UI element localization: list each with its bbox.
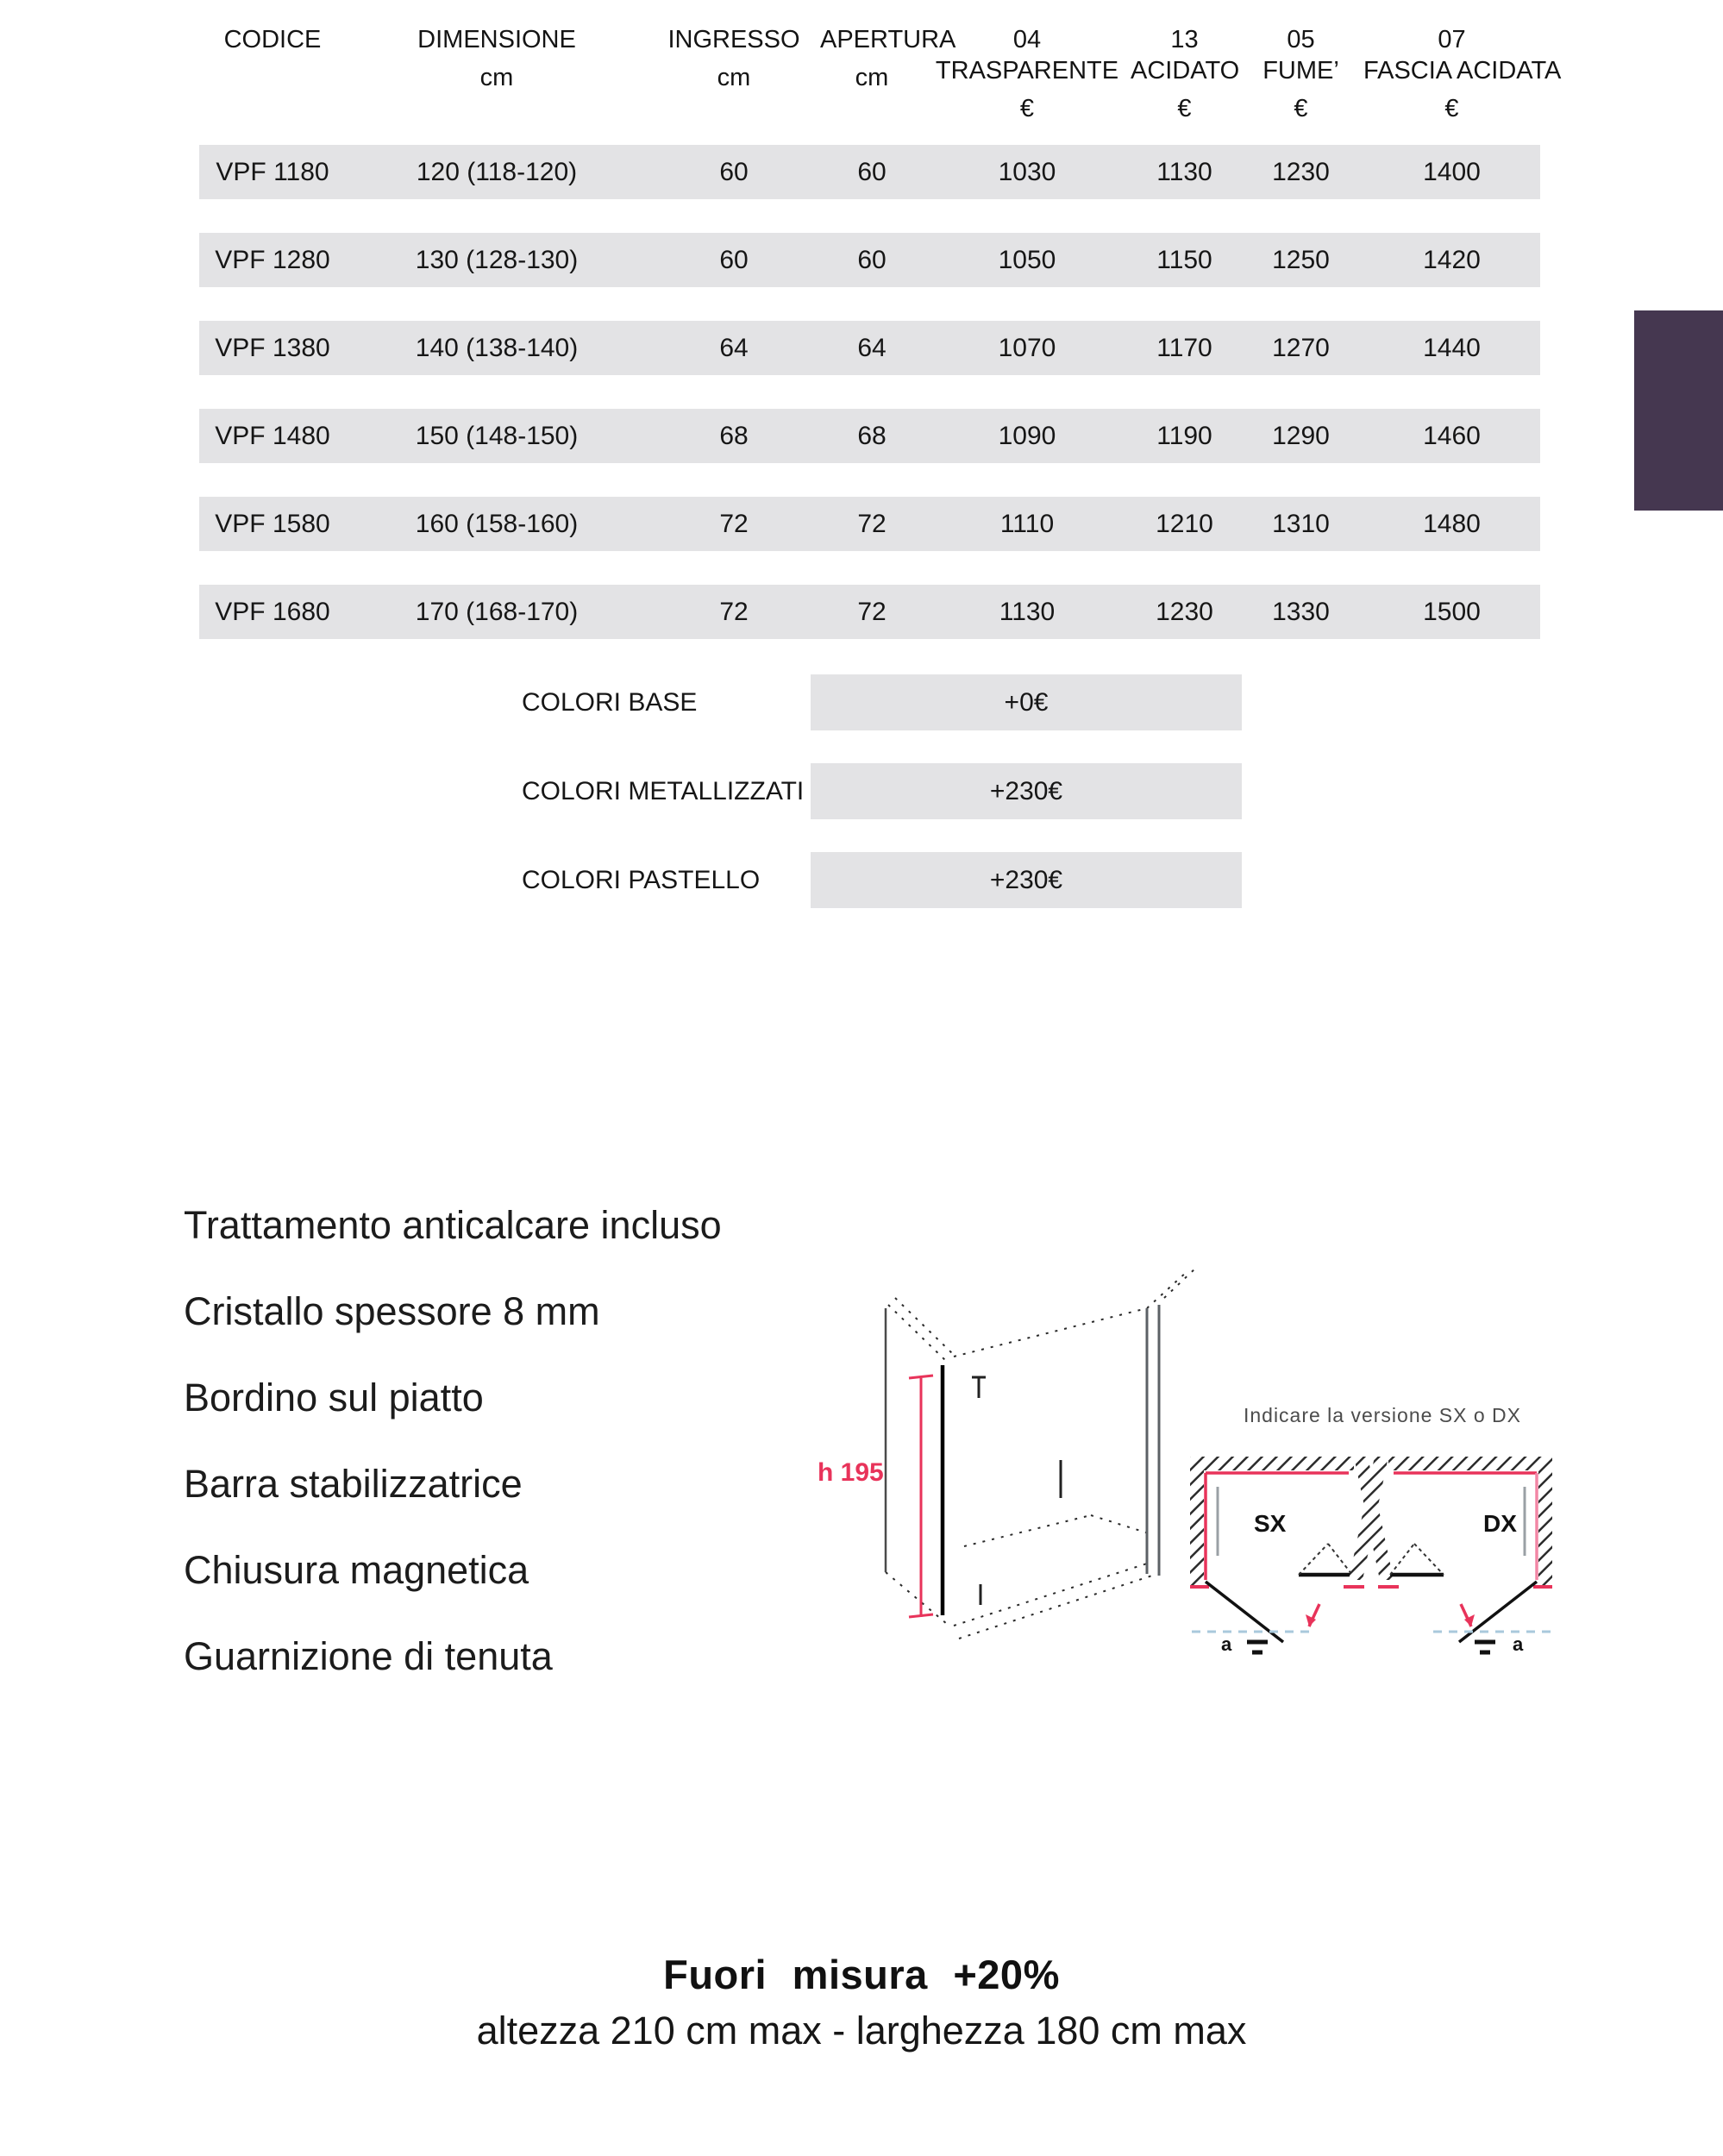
cell-fascia: 1420 [1423,245,1481,274]
door-letter: a [1513,1633,1524,1655]
cell-fascia: 1460 [1423,421,1481,450]
column-name: INGRESSO [667,26,800,53]
height-dimension-label: h 195 [818,1458,884,1487]
cell-trasparente: 1030 [998,157,1056,186]
cell-codice: VPF 1480 [215,421,330,450]
color-option-price: +230€ [811,763,1242,819]
column-header-apertura [820,24,956,145]
table-row [199,409,1540,463]
column-name: FASCIA ACIDATA [1363,57,1562,85]
cell-trasparente: 1070 [998,333,1056,362]
table-row [199,233,1540,287]
feature-item: Cristallo spessore 8 mm [184,1289,600,1333]
column-header-fascia-acidata [1363,24,1562,145]
color-option-label: COLORI PASTELLO [522,866,761,894]
height-dimension-line [909,1376,933,1617]
column-header-codice [199,24,346,145]
column-name: DIMENSIONE [417,26,576,53]
cell-fascia: 1440 [1423,333,1481,362]
cell-acidato: 1170 [1156,333,1212,362]
column-name: APERTURA [820,26,956,53]
cell-apertura: 60 [857,157,887,186]
color-option-row [0,674,1723,730]
cell-codice: VPF 1180 [216,157,329,186]
column-header-dimensione [346,24,648,145]
column-unit: € [1177,95,1192,122]
cell-ingresso: 72 [719,509,749,538]
column-name: ACIDATO [1131,57,1240,85]
column-header-fume [1238,24,1363,145]
column-code: 05 [1287,26,1315,53]
color-option-price: +0€ [811,674,1242,730]
cell-apertura: 68 [857,421,887,450]
cell-acidato: 1150 [1156,245,1212,274]
cell-dimensione: 120 (118-120) [416,157,578,186]
column-code: 04 [1012,26,1042,53]
cell-codice: VPF 1280 [215,245,330,274]
column-header-trasparente [924,24,1131,145]
cell-trasparente: 1090 [998,421,1056,450]
cell-fume: 1250 [1272,245,1330,274]
sx-dx-plan-diagrams [1180,1435,1585,1694]
column-header-ingresso [648,24,820,145]
color-option-row [0,852,1723,908]
cell-fume: 1290 [1272,421,1330,450]
cell-dimensione: 160 (158-160) [415,509,579,538]
cell-codice: VPF 1680 [215,597,330,626]
cell-ingresso: 68 [719,421,749,450]
color-option-row [0,763,1723,819]
cell-codice: VPF 1580 [215,509,330,538]
cell-acidato: 1230 [1156,597,1213,626]
column-header-acidato [1131,24,1238,145]
cell-apertura: 72 [857,597,887,626]
cell-apertura: 60 [857,245,887,274]
column-unit: cm [717,64,751,91]
cell-apertura: 64 [857,333,887,362]
cell-codice: VPF 1380 [215,333,330,362]
cell-trasparente: 1110 [999,509,1055,538]
cell-dimensione: 140 (138-140) [415,333,579,362]
features-list [184,1204,722,1721]
section-side-tab [1634,310,1723,511]
column-name: FUME’ [1262,57,1339,85]
color-options [0,674,1723,941]
cell-acidato: 1210 [1156,509,1213,538]
cell-dimensione: 130 (128-130) [415,245,579,274]
cell-fume: 1310 [1272,509,1330,538]
cell-fume: 1270 [1272,333,1330,362]
oversize-surcharge: Fuori misura +20% [663,1952,1060,1997]
cell-trasparente: 1130 [999,597,1056,626]
feature-item: Trattamento anticalcare incluso [184,1203,722,1247]
sx-label: SX [1254,1510,1287,1537]
max-dimensions: altezza 210 cm max - larghezza 180 cm max [476,2009,1247,2053]
door-letter: a [1221,1633,1232,1655]
cell-apertura: 72 [857,509,887,538]
color-option-label: COLORI METALLIZZATI [522,777,805,805]
cell-ingresso: 64 [719,333,749,362]
column-unit: € [1444,95,1459,122]
feature-item: Barra stabilizzatrice [184,1462,523,1506]
cell-fume: 1330 [1272,597,1330,626]
feature-item: Chiusura magnetica [184,1548,529,1592]
column-name: TRASPARENTE [935,57,1119,85]
column-unit: € [1294,95,1308,122]
cell-dimensione: 170 (168-170) [415,597,579,626]
feature-item: Bordino sul piatto [184,1376,484,1420]
shower-isometric-drawing [802,1246,1216,1729]
price-table [199,12,1562,673]
feature-item: Guarnizione di tenuta [184,1634,553,1678]
table-header [199,12,1562,145]
cell-acidato: 1190 [1156,421,1212,450]
column-code: 07 [1438,26,1466,53]
cell-acidato: 1130 [1156,157,1212,186]
table-row [199,321,1540,375]
version-note: Indicare la versione SX o DX [1243,1404,1522,1426]
column-unit: € [1019,95,1035,122]
cell-fascia: 1400 [1423,157,1481,186]
cell-ingresso: 60 [719,157,749,186]
column-code: 13 [1170,26,1199,53]
cell-dimensione: 150 (148-150) [415,421,579,450]
color-option-price: +230€ [811,852,1242,908]
cell-fume: 1230 [1272,157,1330,186]
table-row [199,145,1540,199]
cell-ingresso: 72 [719,597,749,626]
table-row [199,585,1540,639]
footer-note [0,1951,1723,2053]
column-name: CODICE [223,26,322,53]
cell-ingresso: 60 [719,245,749,274]
dx-label: DX [1483,1510,1517,1537]
cell-trasparente: 1050 [998,245,1056,274]
column-unit: cm [479,64,514,91]
table-row [199,497,1540,551]
color-option-label: COLORI BASE [522,688,698,717]
column-unit: cm [855,64,889,91]
cell-fascia: 1500 [1423,597,1481,626]
cell-fascia: 1480 [1423,509,1481,538]
